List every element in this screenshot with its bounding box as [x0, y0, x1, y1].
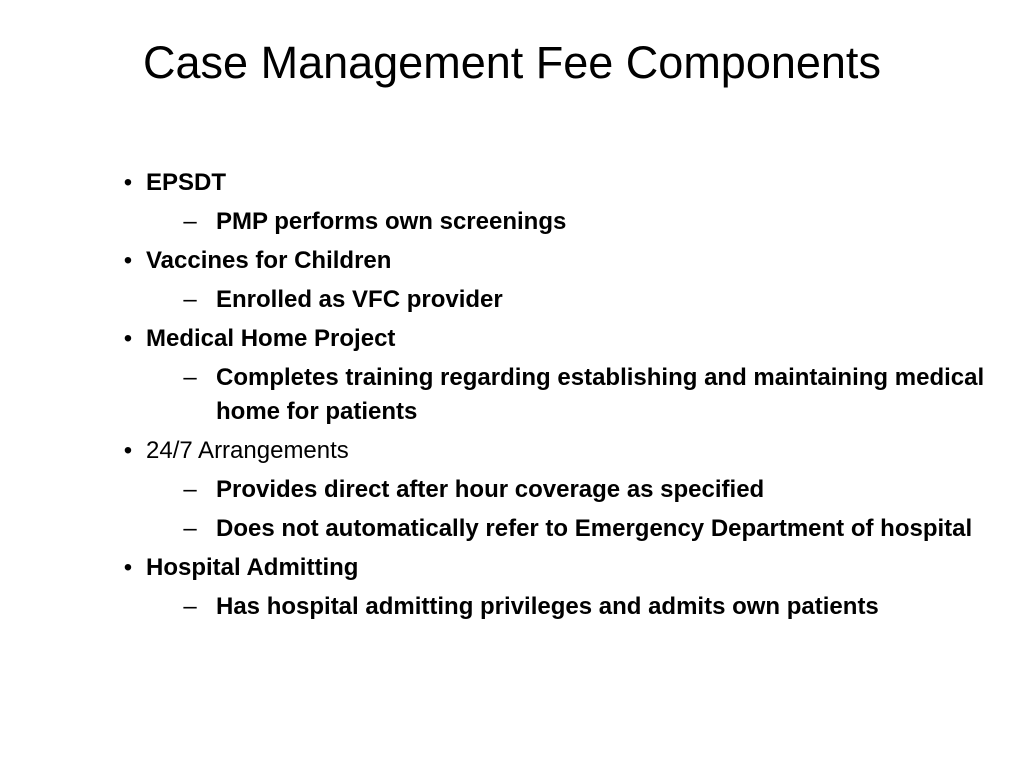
list-item-text: Hospital Admitting: [146, 554, 359, 581]
list-item-text: Completes training regarding establishing and maintaining medical home for patients: [216, 364, 985, 425]
list-item: [110, 434, 990, 468]
bullet-marker: •: [123, 247, 133, 274]
list-item-text: Enrolled as VFC provider: [216, 286, 503, 313]
list-item: [110, 551, 990, 585]
bullet-marker: •: [123, 325, 133, 352]
list-item-text: 24/7 Arrangements: [146, 437, 349, 464]
list-item: [110, 283, 990, 317]
list-item-text: EPSDT: [146, 169, 227, 196]
sub-bullet-marker: –: [183, 208, 197, 235]
list-item-text: Provides direct after hour coverage as specified: [216, 476, 765, 503]
list-item: [110, 166, 990, 200]
sub-bullet-marker: –: [183, 476, 197, 503]
list-item: [110, 244, 990, 278]
sub-bullet-marker: –: [183, 286, 197, 313]
list-item-text: Medical Home Project: [146, 325, 396, 352]
list-item: [110, 590, 990, 624]
sub-bullet-marker: –: [183, 515, 197, 542]
list-item-text: Does not automatically refer to Emergency Department of hospital: [216, 515, 973, 542]
list-item: [110, 473, 990, 507]
list-item: [110, 322, 990, 356]
list-item: [110, 205, 990, 239]
bullet-marker: •: [123, 554, 133, 581]
bullet-list: [110, 166, 990, 629]
bullet-marker: •: [123, 169, 133, 196]
sub-bullet-marker: –: [183, 364, 197, 391]
sub-bullet-marker: –: [183, 593, 197, 620]
list-item: [110, 512, 990, 546]
slide-title: Case Management Fee Components: [143, 37, 881, 88]
bullet-marker: •: [123, 437, 133, 464]
list-item-text: Vaccines for Children: [146, 247, 392, 274]
list-item-text: Has hospital admitting privileges and admits own patients: [216, 593, 879, 620]
list-item: [110, 361, 990, 429]
list-item-text: PMP performs own screenings: [216, 208, 567, 235]
